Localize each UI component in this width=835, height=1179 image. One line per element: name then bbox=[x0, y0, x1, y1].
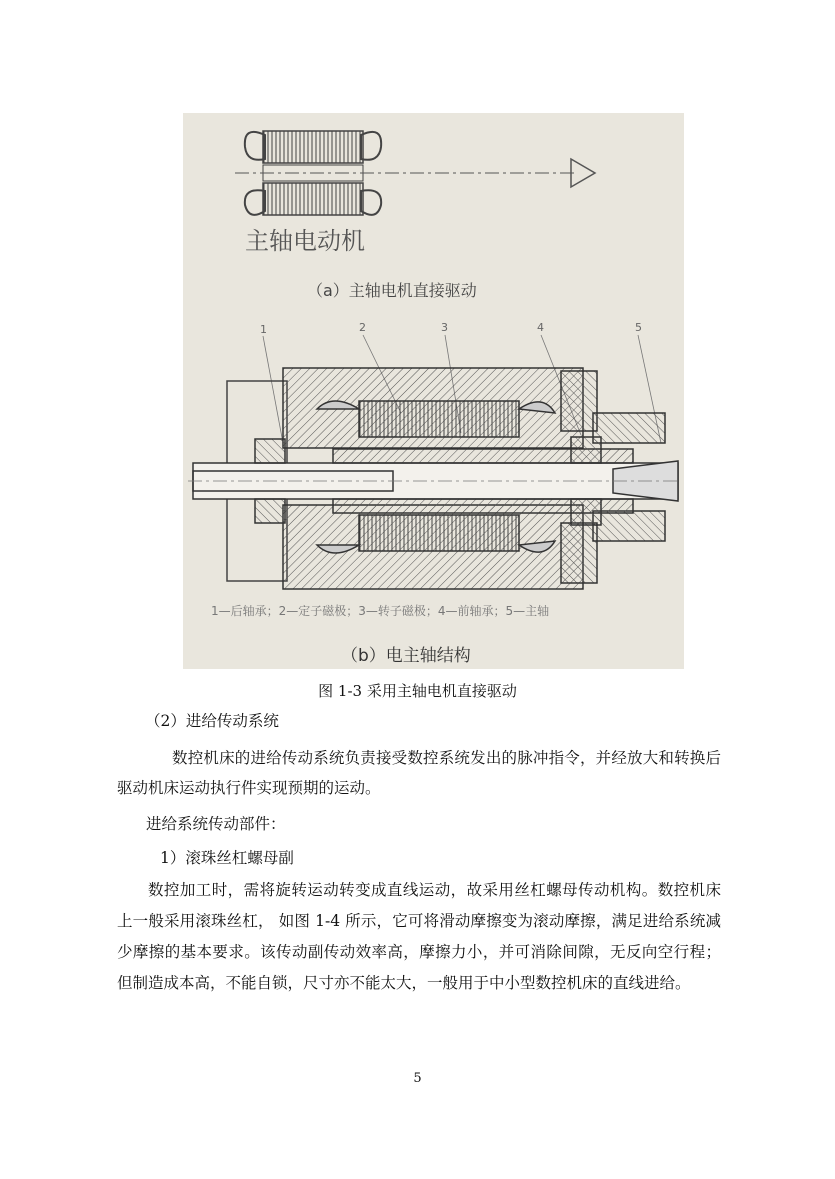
page-number: 5 bbox=[413, 1071, 422, 1086]
parts-legend: 1—后轴承；2—定子磁极；3—转子磁极；4—前轴承；5—主轴 bbox=[211, 604, 550, 618]
motor-drawing bbox=[235, 131, 595, 215]
part-number-5: 5 bbox=[635, 321, 642, 334]
paragraph-feed-system: 数控机床的进给传动系统负责接受数控系统发出的脉冲指令，并经放大和转换后驱动机床运动执行件实现预期的运动。 bbox=[117, 749, 721, 797]
part-number-2: 2 bbox=[359, 321, 366, 334]
figure-spindle-drive bbox=[183, 113, 684, 669]
subfigure-b-label: （b）电主轴结构 bbox=[341, 646, 471, 666]
section-heading: （2）进给传动系统 bbox=[145, 712, 279, 730]
spindle-section-drawing bbox=[188, 368, 681, 589]
spindle-diagram bbox=[183, 113, 684, 669]
subheading-feed-components: 进给系统传动部件： bbox=[146, 815, 286, 833]
figure-caption: 图 1-3 采用主轴电机直接驱动 bbox=[318, 682, 517, 700]
subfigure-a-label: （a）主轴电机直接驱动 bbox=[307, 281, 477, 300]
paragraph-ballscrew: 数控加工时，需将旋转运动转变成直线运动，故采用丝杠螺母传动机构。数控机床上一般采用滚珠丝杠， 如图 1-4 所示，它可将滑动摩擦变为滚动摩擦，满足进给系统减少摩擦的基本要求。该传动副传动效率高，摩擦力小，并可消除间隙，无反向空行程；但制造成本高，不能自锁，尺寸亦不能太大，一般用于中小型数控机床的直线进给。 bbox=[117, 881, 721, 992]
part-number-3: 3 bbox=[441, 321, 448, 334]
part-number-1: 1 bbox=[260, 323, 267, 336]
motor-label: 主轴电动机 bbox=[245, 227, 365, 255]
part-number-4: 4 bbox=[537, 321, 544, 334]
list-item-ballscrew: 1）滚珠丝杠螺母副 bbox=[160, 849, 294, 867]
